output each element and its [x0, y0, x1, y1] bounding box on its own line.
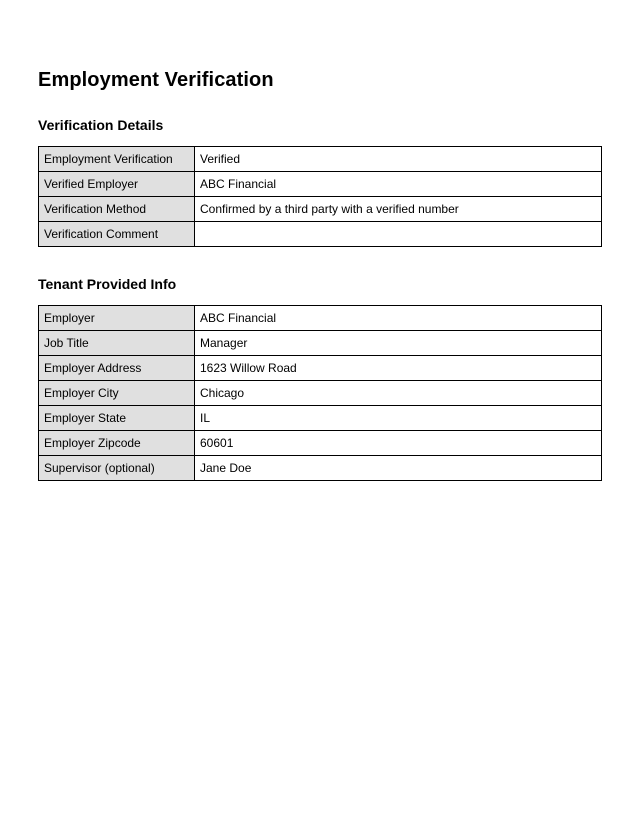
- table-row: [39, 406, 602, 431]
- verification-details-heading: Verification Details: [38, 117, 164, 133]
- row-label: Employer: [39, 306, 195, 331]
- row-value: Verified: [195, 147, 602, 172]
- row-label: Verification Method: [39, 197, 195, 222]
- row-value: ABC Financial: [195, 172, 602, 197]
- row-label: Employer State: [39, 406, 195, 431]
- row-label: Supervisor (optional): [39, 456, 195, 481]
- table-row: [39, 197, 602, 222]
- table-row: [39, 381, 602, 406]
- tenant-info-table: [38, 305, 602, 481]
- table-row: [39, 147, 602, 172]
- row-value: 60601: [195, 431, 602, 456]
- page-title: Employment Verification: [38, 69, 274, 91]
- row-value: 1623 Willow Road: [195, 356, 602, 381]
- row-label: Employer Address: [39, 356, 195, 381]
- row-value: ABC Financial: [195, 306, 602, 331]
- table-row: [39, 456, 602, 481]
- row-value: Jane Doe: [195, 456, 602, 481]
- table-row: [39, 222, 602, 247]
- row-value: Chicago: [195, 381, 602, 406]
- verification-details-table: [38, 146, 602, 247]
- table-row: [39, 172, 602, 197]
- table-row: [39, 306, 602, 331]
- row-label: Employer Zipcode: [39, 431, 195, 456]
- row-value: Manager: [195, 331, 602, 356]
- row-label: Employment Verification: [39, 147, 195, 172]
- row-value: [195, 222, 602, 247]
- row-label: Verification Comment: [39, 222, 195, 247]
- table-row: [39, 331, 602, 356]
- tenant-info-heading: Tenant Provided Info: [38, 276, 177, 292]
- table-row: [39, 356, 602, 381]
- row-value: IL: [195, 406, 602, 431]
- row-label: Employer City: [39, 381, 195, 406]
- row-label: Verified Employer: [39, 172, 195, 197]
- row-value: Confirmed by a third party with a verified number: [195, 197, 602, 222]
- table-row: [39, 431, 602, 456]
- row-label: Job Title: [39, 331, 195, 356]
